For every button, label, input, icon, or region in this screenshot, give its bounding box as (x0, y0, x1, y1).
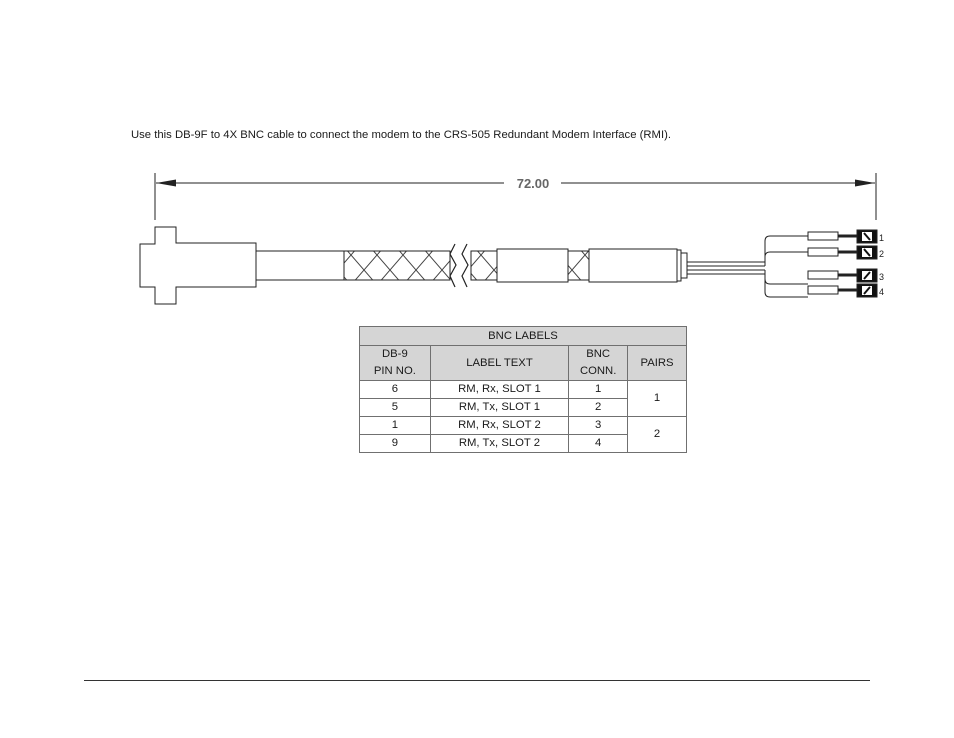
cell-label: RM, Tx, SLOT 1 (430, 399, 568, 417)
cell-label: RM, Rx, SLOT 1 (430, 381, 568, 399)
bnc-number-4: 4 (879, 287, 885, 297)
cable-break-symbol (450, 244, 470, 287)
bnc-number-1: 1 (879, 233, 885, 243)
table-row (360, 381, 687, 399)
cell-bnc: 2 (569, 399, 628, 417)
dimension-line (155, 173, 876, 220)
cell-bnc: 3 (569, 417, 628, 435)
table-row (360, 417, 687, 435)
cell-pairs: 2 (628, 417, 687, 453)
cell-bnc: 4 (569, 435, 628, 453)
db9-connector (140, 227, 256, 304)
dimension-label: 72.00 (516, 176, 550, 191)
table-title: BNC LABELS (360, 327, 687, 346)
header-pin-line2: PIN NO. (373, 365, 416, 377)
header-bnc-line2: CONN. (579, 365, 617, 377)
cell-label: RM, Rx, SLOT 2 (430, 417, 568, 435)
cell-pin: 1 (360, 417, 431, 435)
cell-pin: 9 (360, 435, 431, 453)
bnc-connectors (808, 230, 877, 297)
header-pin (360, 346, 431, 381)
header-pairs: PAIRS (628, 346, 687, 381)
header-bnc-line1: BNC (586, 348, 611, 360)
cell-pin: 6 (360, 381, 431, 399)
header-bnc (569, 346, 628, 381)
cell-pin: 5 (360, 399, 431, 417)
header-label-text: LABEL TEXT (430, 346, 568, 381)
cable-jacket (256, 249, 687, 282)
intro-text: Use this DB-9F to 4X BNC cable to connect the modem to the CRS-505 Redundant Modem Interface (RMI). (131, 129, 671, 141)
header-pin-line1: DB-9 (381, 348, 408, 360)
cell-label: RM, Tx, SLOT 2 (430, 435, 568, 453)
footer-rule (84, 680, 870, 681)
bnc-labels-table (359, 326, 687, 453)
cell-pairs: 1 (628, 381, 687, 417)
bnc-number-2: 2 (879, 249, 885, 259)
bnc-number-3: 3 (879, 272, 885, 282)
cell-bnc: 1 (569, 381, 628, 399)
